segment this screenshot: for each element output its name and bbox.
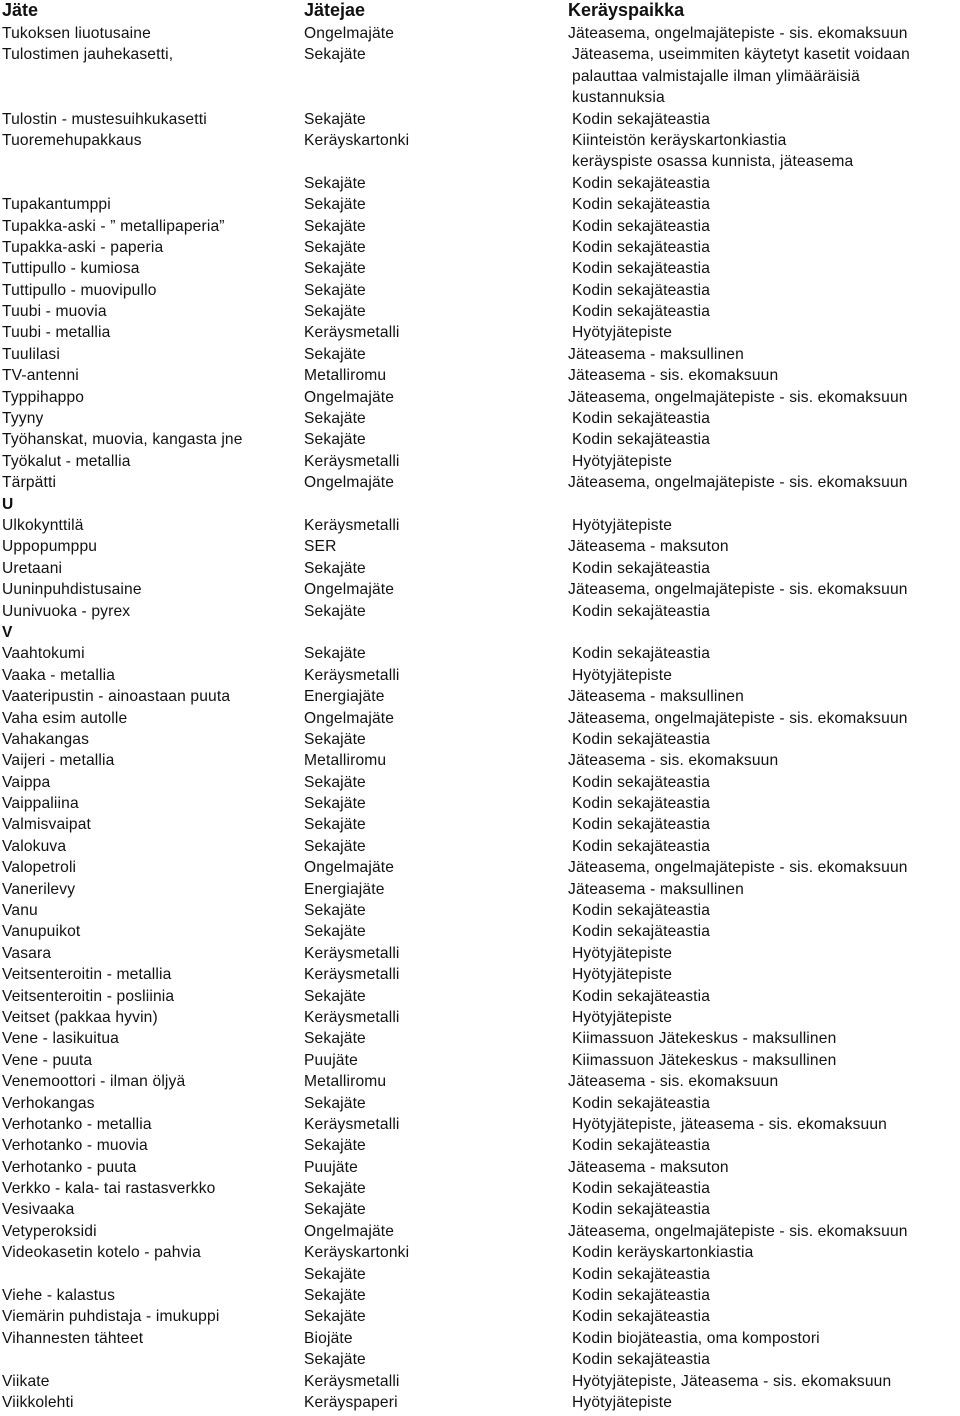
waste-category: Sekajäte xyxy=(304,431,366,449)
waste-item-name: Tupakantumppi xyxy=(2,196,111,214)
waste-category: Ongelmajäte xyxy=(304,709,395,727)
collection-location: Kodin sekajäteastia xyxy=(572,281,711,299)
waste-category: Keräysmetalli xyxy=(304,1372,400,1390)
waste-item-name: Viehe - kalastus xyxy=(2,1287,116,1305)
collection-location: Kodin sekajäteastia xyxy=(572,1351,711,1369)
waste-category: Ongelmajäte xyxy=(304,474,395,492)
waste-category: Puujäte xyxy=(304,1158,358,1176)
waste-item-name: Vaippaliina xyxy=(2,795,79,813)
collection-location: Kodin sekajäteastia xyxy=(572,730,711,748)
waste-item-name: Vasara xyxy=(2,944,52,962)
collection-location: Kodin sekajäteastia xyxy=(572,1201,711,1219)
collection-location: Kodin sekajäteastia xyxy=(572,410,711,428)
collection-location: Kodin biojäteastia, oma kompostori xyxy=(572,1329,820,1347)
waste-item-name: Uppopumppu xyxy=(2,538,98,556)
waste-item-name: Työhanskat, muovia, kangasta jne xyxy=(2,431,243,449)
table-row xyxy=(0,173,960,194)
table-row xyxy=(0,237,960,258)
collection-location: Kodin sekajäteastia xyxy=(572,431,711,449)
collection-location: Kodin sekajäteastia xyxy=(572,923,711,941)
waste-item-name: Vene - lasikuitua xyxy=(2,1030,119,1048)
collection-location: Jäteasema, ongelmajätepiste - sis. ekomaksuun xyxy=(568,1222,908,1240)
table-row xyxy=(0,536,960,557)
collection-location: Kodin sekajäteastia xyxy=(572,1094,711,1112)
collection-location: Jäteasema - maksuton xyxy=(568,538,729,556)
waste-category: Sekajäte xyxy=(304,987,366,1005)
waste-item-name: Vaippa xyxy=(2,773,51,791)
table-row xyxy=(0,1028,960,1049)
collection-location: Jäteasema - sis. ekomaksuun xyxy=(568,1073,779,1091)
table-row xyxy=(0,986,960,1007)
table-row xyxy=(0,1349,960,1370)
waste-item-name: Tuttipullo - kumiosa xyxy=(2,260,140,278)
table-row xyxy=(0,943,960,964)
waste-category: SER xyxy=(304,538,337,556)
collection-location: Kodin sekajäteastia xyxy=(572,773,711,791)
waste-category: Sekajäte xyxy=(304,1308,366,1326)
waste-table xyxy=(0,23,960,1413)
waste-item-name: Verkko - kala- tai rastasverkko xyxy=(2,1180,216,1198)
collection-location: Kodin sekajäteastia xyxy=(572,816,711,834)
table-row xyxy=(0,280,960,301)
section-letter: U xyxy=(2,495,14,513)
table-row xyxy=(0,1392,960,1413)
collection-location: Kodin sekajäteastia xyxy=(572,645,711,663)
waste-item-name: Valmisvaipat xyxy=(2,816,92,834)
waste-item-name: Verhotanko - metallia xyxy=(2,1115,152,1133)
collection-location: Kodin sekajäteastia xyxy=(572,260,711,278)
table-row xyxy=(0,1371,960,1392)
collection-location: Hyötyjätepiste, jäteasema - sis. ekomaksuun xyxy=(572,1115,887,1133)
table-row xyxy=(0,921,960,942)
waste-category: Sekajäte xyxy=(304,110,366,128)
waste-category: Sekajäte xyxy=(304,645,366,663)
column-header-category: Jätejae xyxy=(304,0,366,20)
table-row xyxy=(0,344,960,365)
table-row xyxy=(0,66,960,87)
collection-location: Kiimassuon Jätekeskus - maksullinen xyxy=(572,1030,837,1048)
collection-location: Kodin sekajäteastia xyxy=(572,303,711,321)
collection-location: Jäteasema - sis. ekomaksuun xyxy=(568,367,779,385)
waste-item-name: Viikate xyxy=(2,1372,50,1390)
waste-category: Sekajäte xyxy=(304,773,366,791)
waste-item-name: Valopetroli xyxy=(2,859,77,877)
waste-category: Keräyspaperi xyxy=(304,1394,398,1411)
collection-location: Hyötyjätepiste xyxy=(572,1394,673,1411)
collection-location: Kodin sekajäteastia xyxy=(572,1308,711,1326)
waste-category: Metalliromu xyxy=(304,752,387,770)
collection-location: Kodin sekajäteastia xyxy=(572,1137,711,1155)
waste-category: Ongelmajäte xyxy=(304,388,395,406)
collection-location: Kodin keräyskartonkiastia xyxy=(572,1244,754,1262)
waste-category: Ongelmajäte xyxy=(304,25,395,42)
waste-item-name: Tuubi - muovia xyxy=(2,303,107,321)
waste-category: Sekajäte xyxy=(304,1201,366,1219)
table-row xyxy=(0,1242,960,1263)
table-row xyxy=(0,194,960,215)
waste-category: Sekajäte xyxy=(304,303,366,321)
collection-location: Kiimassuon Jätekeskus - maksullinen xyxy=(572,1051,837,1069)
table-row xyxy=(0,1328,960,1349)
table-row xyxy=(0,964,960,985)
table-row xyxy=(0,836,960,857)
waste-item-name: Verhotanko - muovia xyxy=(2,1137,148,1155)
waste-item-name: Viikkolehti xyxy=(2,1394,74,1411)
collection-location: Hyötyjätepiste xyxy=(572,944,673,962)
waste-item-name: Työkalut - metallia xyxy=(2,452,131,470)
waste-item-name: Tuoremehupakkaus xyxy=(2,131,142,149)
table-row xyxy=(0,472,960,493)
waste-category: Sekajäte xyxy=(304,196,366,214)
table-row xyxy=(0,879,960,900)
waste-item-name: Vaijeri - metallia xyxy=(2,752,115,770)
waste-item-name: Tulostimen jauhekasetti, xyxy=(2,46,174,64)
table-header xyxy=(0,0,960,21)
waste-category: Energiajäte xyxy=(304,880,385,898)
table-row xyxy=(0,793,960,814)
table-row xyxy=(0,814,960,835)
waste-item-name: Vetyperoksidi xyxy=(2,1222,97,1240)
waste-item-name: Vanu xyxy=(2,902,38,920)
table-row xyxy=(0,1114,960,1135)
collection-location: Hyötyjätepiste xyxy=(572,966,673,984)
waste-item-name: TV-antenni xyxy=(2,367,79,385)
waste-category: Sekajäte xyxy=(304,816,366,834)
waste-category: Sekajäte xyxy=(304,281,366,299)
waste-category: Keräysmetalli xyxy=(304,1115,400,1133)
waste-category: Keräyskartonki xyxy=(304,131,410,149)
table-row xyxy=(0,558,960,579)
waste-category: Sekajäte xyxy=(304,730,366,748)
waste-item-name: Vesivaaka xyxy=(2,1201,75,1219)
table-row xyxy=(0,729,960,750)
collection-location: Kodin sekajäteastia xyxy=(572,987,711,1005)
table-row xyxy=(0,87,960,108)
table-row xyxy=(0,1007,960,1028)
collection-location: Kodin sekajäteastia xyxy=(572,196,711,214)
waste-category: Keräysmetalli xyxy=(304,666,400,684)
collection-location: Kodin sekajäteastia xyxy=(572,174,711,192)
waste-item-name: Uuninpuhdistusaine xyxy=(2,581,142,599)
table-row xyxy=(0,109,960,130)
waste-item-name: Vanerilevy xyxy=(2,880,76,898)
collection-location: Jäteasema - maksuton xyxy=(568,1158,729,1176)
waste-category: Sekajäte xyxy=(304,1180,366,1198)
table-row xyxy=(0,1093,960,1114)
collection-location: Jäteasema - sis. ekomaksuun xyxy=(568,752,779,770)
waste-category: Ongelmajäte xyxy=(304,1222,395,1240)
collection-location: kustannuksia xyxy=(572,89,665,107)
table-row xyxy=(0,1285,960,1306)
collection-location: Kodin sekajäteastia xyxy=(572,602,711,620)
table-row xyxy=(0,1050,960,1071)
waste-item-name: Tärpätti xyxy=(2,474,57,492)
waste-item-name: Veitsenteroitin - posliinia xyxy=(2,987,175,1005)
column-header-waste: Jäte xyxy=(2,0,39,20)
waste-item-name: Vaateripustin - ainoastaan puuta xyxy=(2,688,231,706)
table-row xyxy=(0,601,960,622)
collection-location: Hyötyjätepiste xyxy=(572,324,673,342)
waste-category: Sekajäte xyxy=(304,174,366,192)
table-row xyxy=(0,857,960,878)
waste-item-name: Viemärin puhdistaja - imukuppi xyxy=(2,1308,220,1326)
table-row xyxy=(0,301,960,322)
table-row xyxy=(0,44,960,65)
table-row xyxy=(0,387,960,408)
waste-category: Metalliromu xyxy=(304,367,387,385)
table-row xyxy=(0,1264,960,1285)
table-row xyxy=(0,665,960,686)
collection-location: palauttaa valmistajalle ilman ylimääräisiä xyxy=(572,67,860,85)
waste-category: Energiajäte xyxy=(304,688,385,706)
waste-category: Keräyskartonki xyxy=(304,1244,410,1262)
table-row xyxy=(0,643,960,664)
waste-category: Sekajäte xyxy=(304,795,366,813)
collection-location: Hyötyjätepiste xyxy=(572,666,673,684)
table-row xyxy=(0,1135,960,1156)
table-row xyxy=(0,1178,960,1199)
waste-category: Ongelmajäte xyxy=(304,859,395,877)
table-row xyxy=(0,1157,960,1178)
waste-item-name: Veitsenteroitin - metallia xyxy=(2,966,172,984)
table-row xyxy=(0,408,960,429)
table-row xyxy=(0,151,960,172)
collection-location: Hyötyjätepiste, Jäteasema - sis. ekomaksuun xyxy=(572,1372,892,1390)
collection-location: Kodin sekajäteastia xyxy=(572,902,711,920)
collection-location: Jäteasema, ongelmajätepiste - sis. ekomaksuun xyxy=(568,859,908,877)
collection-location: Jäteasema, ongelmajätepiste - sis. ekomaksuun xyxy=(568,474,908,492)
collection-location: Kodin sekajäteastia xyxy=(572,110,711,128)
section-letter: V xyxy=(2,623,13,641)
table-row xyxy=(0,708,960,729)
waste-category: Ongelmajäte xyxy=(304,581,395,599)
waste-category: Sekajäte xyxy=(304,602,366,620)
collection-location: Jäteasema - maksullinen xyxy=(568,880,744,898)
section-letter-row xyxy=(0,494,960,515)
waste-item-name: Videokasetin kotelo - pahvia xyxy=(2,1244,201,1262)
waste-item-name: Vahakangas xyxy=(2,730,90,748)
collection-location: Jäteasema, ongelmajätepiste - sis. ekomaksuun xyxy=(568,709,908,727)
waste-category: Sekajäte xyxy=(304,260,366,278)
collection-location: Kodin sekajäteastia xyxy=(572,1180,711,1198)
waste-item-name: Uretaani xyxy=(2,559,63,577)
waste-item-name: Typpihappo xyxy=(2,388,85,406)
waste-category: Metalliromu xyxy=(304,1073,387,1091)
waste-item-name: Tupakka-aski - ” metallipaperia” xyxy=(2,217,225,235)
waste-item-name: Tukoksen liuotusaine xyxy=(2,25,151,42)
waste-item-name: Verhokangas xyxy=(2,1094,95,1112)
collection-location: Jäteasema, ongelmajätepiste - sis. ekomaksuun xyxy=(568,388,908,406)
waste-category: Sekajäte xyxy=(304,1265,366,1283)
waste-item-name: Veitset (pakkaa hyvin) xyxy=(2,1008,158,1026)
table-row xyxy=(0,451,960,472)
table-row xyxy=(0,429,960,450)
table-row xyxy=(0,1199,960,1220)
waste-item-name: Vihannesten tähteet xyxy=(2,1329,144,1347)
waste-category: Sekajäte xyxy=(304,923,366,941)
collection-location: keräyspiste osassa kunnista, jäteasema xyxy=(572,153,854,171)
table-row xyxy=(0,216,960,237)
collection-location: Kodin sekajäteastia xyxy=(572,1287,711,1305)
waste-category: Sekajäte xyxy=(304,1351,366,1369)
table-row xyxy=(0,23,960,44)
collection-location: Jäteasema, ongelmajätepiste - sis. ekomaksuun xyxy=(568,25,908,42)
waste-item-name: Vaaka - metallia xyxy=(2,666,116,684)
collection-location: Jäteasema - maksullinen xyxy=(568,688,744,706)
waste-item-name: Vene - puuta xyxy=(2,1051,93,1069)
table-row xyxy=(0,365,960,386)
waste-category: Sekajäte xyxy=(304,238,366,256)
waste-item-name: Vanupuikot xyxy=(2,923,81,941)
waste-category: Biojäte xyxy=(304,1329,353,1347)
waste-category: Sekajäte xyxy=(304,1137,366,1155)
waste-category: Sekajäte xyxy=(304,1030,366,1048)
table-row xyxy=(0,579,960,600)
table-row xyxy=(0,1306,960,1327)
collection-location: Jäteasema, useimmiten käytetyt kasetit voidaan xyxy=(572,46,910,64)
waste-category: Sekajäte xyxy=(304,559,366,577)
section-letter-row xyxy=(0,622,960,643)
waste-category: Sekajäte xyxy=(304,46,366,64)
waste-item-name: Verhotanko - puuta xyxy=(2,1158,137,1176)
waste-category: Sekajäte xyxy=(304,902,366,920)
waste-item-name: Vaahtokumi xyxy=(2,645,85,663)
collection-location: Kodin sekajäteastia xyxy=(572,837,711,855)
table-row xyxy=(0,686,960,707)
waste-category: Keräysmetalli xyxy=(304,944,400,962)
collection-location: Jäteasema - maksullinen xyxy=(568,345,744,363)
waste-category: Sekajäte xyxy=(304,217,366,235)
table-row xyxy=(0,258,960,279)
waste-item-name: Vaha esim autolle xyxy=(2,709,128,727)
collection-location: Kodin sekajäteastia xyxy=(572,1265,711,1283)
waste-item-name: Ulkokynttilä xyxy=(2,516,84,534)
collection-location: Hyötyjätepiste xyxy=(572,516,673,534)
waste-item-name: Tulostin - mustesuihkukasetti xyxy=(2,110,207,128)
collection-location: Kodin sekajäteastia xyxy=(572,795,711,813)
collection-location: Jäteasema, ongelmajätepiste - sis. ekomaksuun xyxy=(568,581,908,599)
waste-item-name: Valokuva xyxy=(2,837,67,855)
column-header-location: Keräyspaikka xyxy=(568,0,685,20)
waste-item-name: Tuubi - metallia xyxy=(2,324,111,342)
collection-location: Kodin sekajäteastia xyxy=(572,217,711,235)
collection-location: Kodin sekajäteastia xyxy=(572,238,711,256)
collection-location: Hyötyjätepiste xyxy=(572,452,673,470)
waste-item-name: Uunivuoka - pyrex xyxy=(2,602,131,620)
waste-category: Sekajäte xyxy=(304,837,366,855)
waste-category: Sekajäte xyxy=(304,410,366,428)
table-row xyxy=(0,130,960,151)
waste-item-name: Tyyny xyxy=(2,410,44,428)
collection-location: Hyötyjätepiste xyxy=(572,1008,673,1026)
waste-category: Sekajäte xyxy=(304,1287,366,1305)
waste-category: Puujäte xyxy=(304,1051,358,1069)
table-row xyxy=(0,1071,960,1092)
waste-category: Sekajäte xyxy=(304,345,366,363)
waste-item-name: Tuttipullo - muovipullo xyxy=(2,281,157,299)
waste-item-name: Tuulilasi xyxy=(2,345,60,363)
table-row xyxy=(0,322,960,343)
table-row xyxy=(0,1221,960,1242)
waste-category: Sekajäte xyxy=(304,1094,366,1112)
waste-item-name: Venemoottori - ilman öljyä xyxy=(2,1073,186,1091)
waste-category: Keräysmetalli xyxy=(304,452,400,470)
waste-category: Keräysmetalli xyxy=(304,966,400,984)
table-row xyxy=(0,772,960,793)
waste-category: Keräysmetalli xyxy=(304,516,400,534)
table-row xyxy=(0,750,960,771)
waste-item-name: Tupakka-aski - paperia xyxy=(2,238,164,256)
waste-category: Keräysmetalli xyxy=(304,324,400,342)
table-row xyxy=(0,515,960,536)
table-row xyxy=(0,900,960,921)
collection-location: Kodin sekajäteastia xyxy=(572,559,711,577)
collection-location: Kiinteistön keräyskartonkiastia xyxy=(572,131,787,149)
waste-category: Keräysmetalli xyxy=(304,1008,400,1026)
